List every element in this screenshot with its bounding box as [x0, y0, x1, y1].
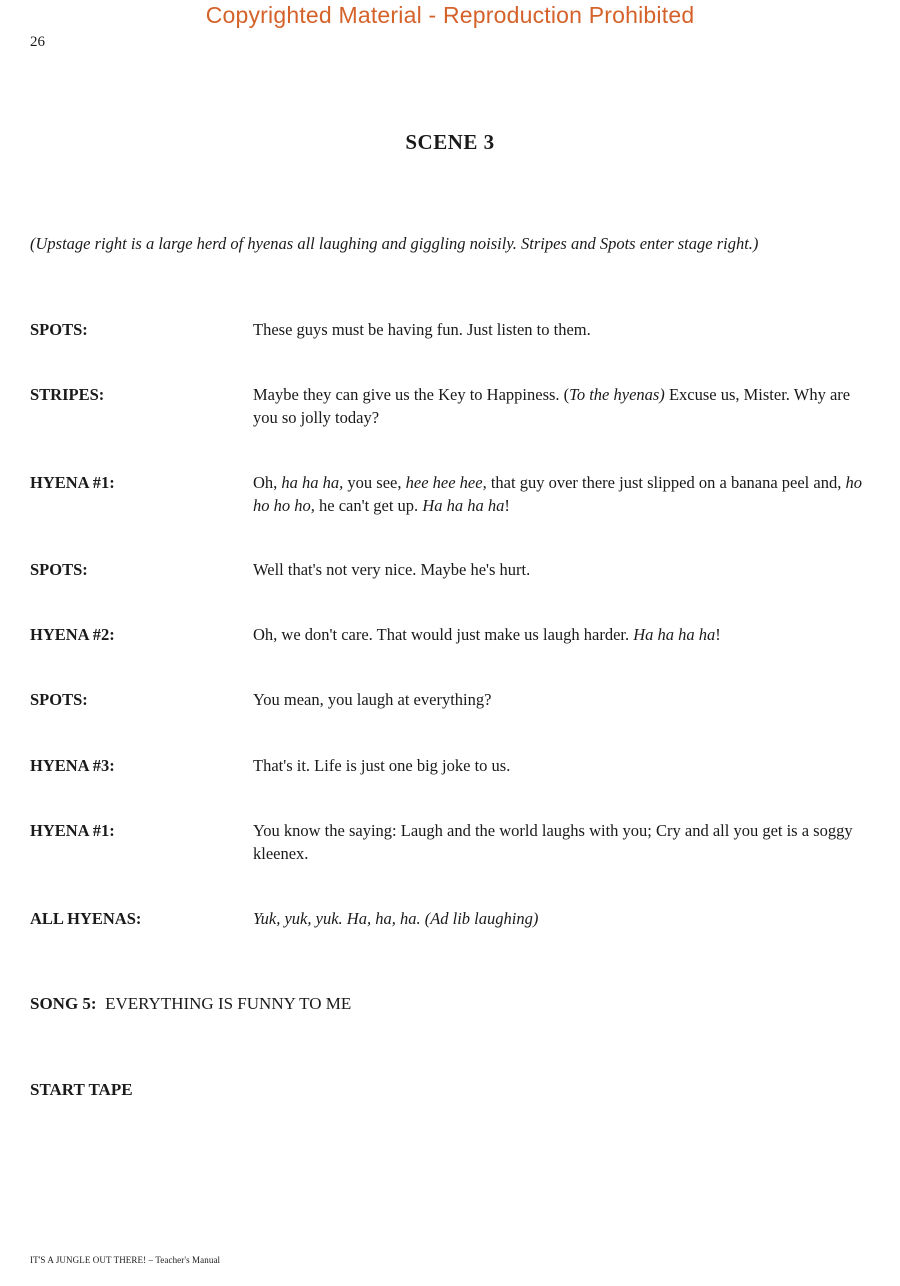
text-segment: These guys must be having fun. Just listen to them.	[253, 320, 591, 339]
dialogue-line	[253, 907, 865, 930]
dialogue-line	[253, 819, 865, 865]
italic-segment: ho ho ho ho,	[253, 473, 862, 515]
speaker-name: STRIPES:	[30, 385, 105, 404]
dialogue-line	[253, 754, 865, 777]
text-segment: Well that's not very nice. Maybe he's hurt.	[253, 560, 531, 579]
text-segment: Excuse us, Mister. Why are you so jolly today?	[253, 385, 851, 427]
copyright-watermark: Copyrighted Material - Reproduction Prohibited	[205, 2, 695, 28]
text-segment: Oh, we don't care. That would just make us laugh harder.	[253, 625, 634, 644]
speaker-name: HYENA #3:	[30, 756, 115, 775]
dialogue-line	[253, 688, 865, 711]
speaker-name: SPOTS:	[30, 560, 88, 579]
text-segment: Oh,	[253, 473, 282, 492]
dialogue-line	[253, 383, 865, 429]
text-segment: You know the saying: Laugh and the world laughs with you; Cry and all you get is a soggy kleenex.	[253, 821, 853, 863]
dialogue-line	[253, 623, 865, 646]
italic-segment: ha ha ha,	[281, 473, 344, 492]
speaker-name: SPOTS:	[30, 690, 88, 709]
start-tape-cue: START TAPE	[30, 1080, 133, 1099]
text-segment: that guy over there just slipped on a banana peel and,	[486, 473, 846, 492]
dialogue-line	[253, 318, 865, 341]
speaker-name: HYENA #2:	[30, 625, 115, 644]
italic-segment: Ha ha ha ha	[422, 496, 505, 515]
text-segment: he can't get up.	[314, 496, 423, 515]
stage-direction: (Upstage right is a large herd of hyenas all laughing and giggling noisily. Stripes and Spots enter stage right.)	[30, 234, 759, 253]
speaker-name: HYENA #1:	[30, 821, 115, 840]
speaker-name: ALL HYENAS:	[30, 909, 142, 928]
song-cue	[30, 994, 351, 1014]
text-segment: Maybe they can give us the Key to Happiness. (	[253, 385, 570, 404]
page-number: 26	[30, 34, 45, 50]
footer-book-title: IT'S A JUNGLE OUT THERE! – Teacher's Manual	[30, 1255, 221, 1265]
speaker-name: HYENA #1:	[30, 473, 115, 492]
song-label: SONG 5:	[30, 994, 97, 1013]
text-segment: !	[715, 625, 721, 644]
italic-segment: Yuk, yuk, yuk. Ha, ha, ha. (Ad lib laughing)	[253, 909, 539, 928]
dialogue-line	[253, 471, 865, 517]
song-title: EVERYTHING IS FUNNY TO ME	[105, 994, 352, 1013]
dialogue-line	[253, 558, 865, 581]
speaker-name: SPOTS:	[30, 320, 88, 339]
italic-segment: Ha ha ha ha	[633, 625, 716, 644]
text-segment: That's it. Life is just one big joke to us.	[253, 756, 511, 775]
text-segment: you see,	[343, 473, 406, 492]
text-segment: !	[504, 496, 510, 515]
italic-segment: To the hyenas)	[569, 385, 665, 404]
scene-title: SCENE 3	[405, 130, 495, 154]
italic-segment: hee hee hee,	[405, 473, 487, 492]
text-segment: You mean, you laugh at everything?	[253, 690, 492, 709]
